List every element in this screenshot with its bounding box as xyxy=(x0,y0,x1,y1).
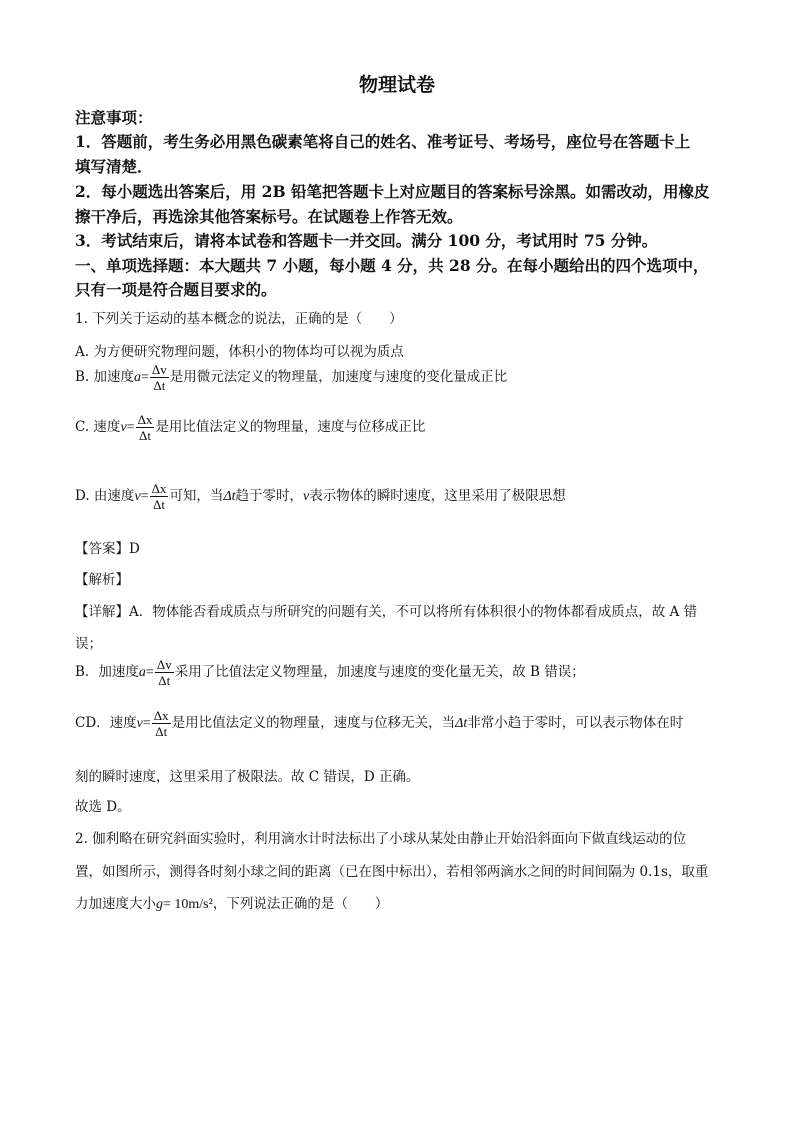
denominator: Δt xyxy=(155,724,168,739)
equals-sign: = xyxy=(141,370,149,385)
notice-heading: 注意事项： xyxy=(75,108,153,127)
fraction-dx-dt xyxy=(150,481,169,512)
gravity-symbol: g xyxy=(156,897,163,912)
fraction-dv-dt xyxy=(150,362,169,393)
q1-option-b xyxy=(75,362,507,393)
q1-answer: 【答案】D xyxy=(75,541,140,557)
q1-option-d xyxy=(75,481,566,512)
q1-detail-cd-mid: 是用比值法定义的物理量，速度与位移无关，当 xyxy=(171,715,456,731)
delta-t-symbol: Δt xyxy=(455,716,468,731)
q1-detail-cd xyxy=(75,708,683,739)
fraction-dv-dt xyxy=(155,657,174,688)
numerator: Δv xyxy=(151,362,167,377)
notice-item-3: 3．考试结束后，请将本试卷和答题卡一并交回。满分 100 分，考试用时 75 分钟。 xyxy=(75,231,658,250)
acceleration-symbol: a xyxy=(134,370,142,385)
denominator: Δt xyxy=(139,428,151,443)
equals-sign: = xyxy=(126,420,135,435)
q1-option-b-suffix: 是用微元法定义的物理量，加速度与速度的变化量成正比 xyxy=(169,369,508,385)
delta-t-symbol: Δt xyxy=(223,489,236,504)
q1-option-d-prefix: D. 由速度 xyxy=(75,488,135,504)
q1-detail-b xyxy=(75,657,585,688)
gravity-value: = 10m/s² xyxy=(163,897,213,912)
notice-item-2-line-2: 擦干净后，再选涂其他答案标号。在试题卷上作答无效。 xyxy=(75,207,463,226)
fraction-dx-dt xyxy=(136,412,155,443)
velocity-symbol: v xyxy=(303,489,310,504)
q2-line-3-suffix: ，下列说法正确的是（ ） xyxy=(212,896,389,912)
q1-detail-b-suffix: 采用了比值法定义物理量，加速度与速度的变化量无关，故 B 错误； xyxy=(174,664,585,680)
q1-detail-line-2: 误； xyxy=(75,636,102,652)
section-heading-line-2: 只有一项是符合题目要求的。 xyxy=(75,280,277,299)
numerator: Δx xyxy=(153,708,169,723)
numerator: Δx xyxy=(151,481,167,496)
numerator: Δx xyxy=(137,412,153,427)
q2-line-1: 2. 伽利略在研究斜面实验时，利用滴水计时法标出了小球从某处由静止开始沿斜面向下做直线运动的位 xyxy=(75,831,687,847)
q2-line-3-prefix: 力加速度大小 xyxy=(75,896,156,912)
q1-detail-cd-line-2: 刻的瞬时速度，这里采用了极限法。故 C 错误，D 正确。 xyxy=(75,769,420,785)
denominator: Δt xyxy=(153,497,165,512)
velocity-symbol: v xyxy=(120,420,127,435)
velocity-symbol: v xyxy=(134,489,141,504)
q1-option-d-suffix: 表示物体的瞬时速度，这里采用了极限思想 xyxy=(309,488,566,504)
q1-detail-cd-prefix: CD．速度 xyxy=(75,715,137,731)
q1-option-c-suffix: 是用比值法定义的物理量，速度与位移成正比 xyxy=(155,419,426,435)
q1-option-c-prefix: C. 速度 xyxy=(75,419,121,435)
q1-option-b-prefix: B. 加速度 xyxy=(75,369,135,385)
equals-sign: = xyxy=(140,489,149,504)
q1-option-c xyxy=(75,412,425,443)
q1-detail-cd-suffix: 非常小趋于零时，可以表示物体在时 xyxy=(467,715,684,731)
q1-choose: 故选 D。 xyxy=(75,799,131,815)
page-title: 物理试卷 xyxy=(358,74,435,96)
fraction-dx-dt xyxy=(152,708,171,739)
velocity-symbol: v xyxy=(136,716,143,731)
q2-line-2: 置，如图所示，测得各时刻小球之间的距离（已在图中标出），若相邻两滴水之间的时间间隔为 0.1s，取重 xyxy=(75,864,709,880)
q1-option-d-mid-2: 趋于零时， xyxy=(235,488,304,504)
q1-stem: 1. 下列关于运动的基本概念的说法，正确的是（ ） xyxy=(75,311,403,327)
section-heading-line-1: 一、单项选择题：本大题共 7 小题，每小题 4 分，共 28 分。在每小题给出的四个选项中， xyxy=(75,256,709,275)
q2-line-3 xyxy=(75,892,388,913)
notice-item-1-line-1: 1．答题前，考生务必用黑色碳素笔将自己的姓名、准考证号、考场号，座位号在答题卡上 xyxy=(75,132,691,151)
acceleration-symbol: a xyxy=(138,665,146,680)
denominator: Δt xyxy=(153,378,166,393)
equals-sign: = xyxy=(142,716,151,731)
q1-detail-b-prefix: B．加速度 xyxy=(75,664,139,680)
notice-item-1-line-2: 填写清楚． xyxy=(75,157,153,176)
q1-analysis-label: 【解析】 xyxy=(75,572,129,588)
equals-sign: = xyxy=(145,665,154,680)
q1-option-a: A. 为方便研究物理问题，体积小的物体均可以视为质点 xyxy=(75,344,404,360)
q1-option-d-mid-1: 可知，当 xyxy=(169,488,224,504)
numerator: Δv xyxy=(156,657,172,672)
notice-item-2-line-1: 2．每小题选出答案后，用 2B 铅笔把答题卡上对应题目的答案标号涂黑。如需改动，用橡皮 xyxy=(75,182,710,201)
denominator: Δt xyxy=(158,673,171,688)
q1-detail-line-1: 【详解】A．物体能否看成质点与所研究的问题有关，不可以将所有体积很小的物体都看成质点，故 A 错 xyxy=(75,604,698,620)
